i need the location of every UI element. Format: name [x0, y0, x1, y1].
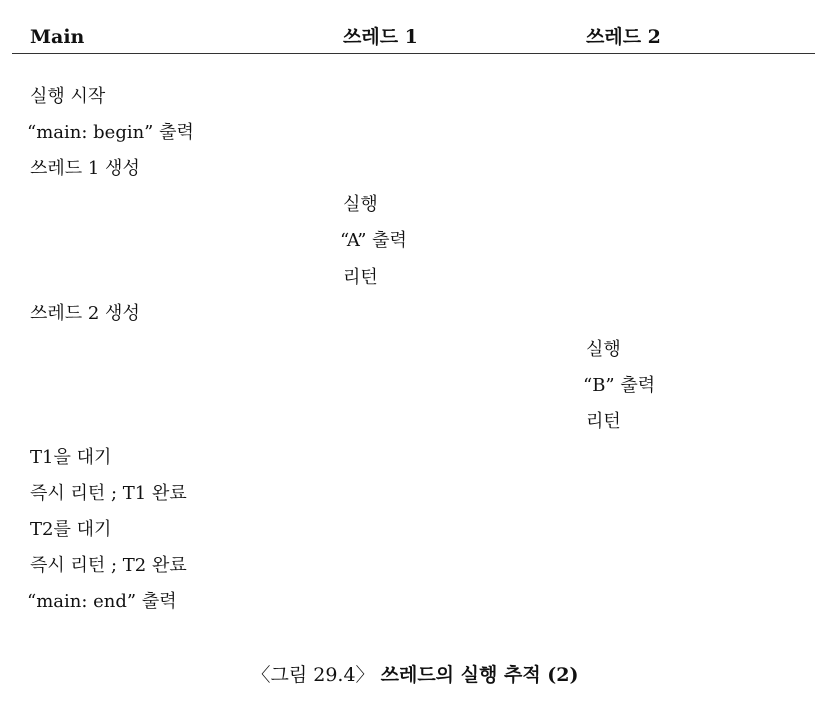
table-row	[0, 551, 830, 581]
table-row	[0, 154, 830, 184]
table-row	[0, 407, 830, 437]
table-row	[0, 190, 830, 220]
caption-title: 쓰레드의 실행 추적 (2)	[380, 664, 579, 686]
table-row	[0, 371, 830, 401]
table-row	[0, 515, 830, 545]
table-row	[0, 335, 830, 365]
row-text-thread2: 실행	[586, 338, 621, 360]
row-text-thread2: “B” 출력	[583, 374, 656, 396]
table-row	[0, 82, 830, 112]
table-header	[0, 22, 830, 52]
table-row	[0, 479, 830, 509]
column-header-main: Main	[30, 26, 85, 48]
row-text-thread1: 실행	[343, 194, 378, 216]
column-header-thread1: 쓰레드 1	[343, 26, 418, 48]
row-text-main: “main: end” 출력	[27, 591, 177, 613]
row-text-main: “main: begin” 출력	[27, 122, 194, 144]
table-row	[0, 299, 830, 329]
row-text-main: T1을 대기	[30, 447, 112, 468]
table-row	[0, 587, 830, 617]
column-header-thread2: 쓰레드 2	[586, 26, 661, 48]
row-text-main: 즉시 리턴 ; T2 완료	[30, 555, 187, 577]
row-text-main: T2를 대기	[30, 519, 112, 541]
row-text-main: 즉시 리턴 ; T1 완료	[30, 483, 187, 505]
row-text-main: 쓰레드 2 생성	[30, 302, 140, 324]
row-text-thread1: 리턴	[343, 266, 378, 288]
table-row	[0, 263, 830, 293]
table-row	[0, 226, 830, 256]
row-text-thread2: 리턴	[586, 410, 621, 432]
row-text-thread1: “A” 출력	[340, 230, 407, 252]
table-row	[0, 118, 830, 148]
caption-label: 〈그림 29.4〉	[251, 664, 375, 686]
row-text-main: 쓰레드 1 생성	[30, 158, 140, 180]
figure-caption	[0, 660, 830, 690]
header-rule	[12, 53, 815, 54]
table-row	[0, 443, 830, 473]
row-text-main: 실행 시작	[30, 86, 106, 107]
